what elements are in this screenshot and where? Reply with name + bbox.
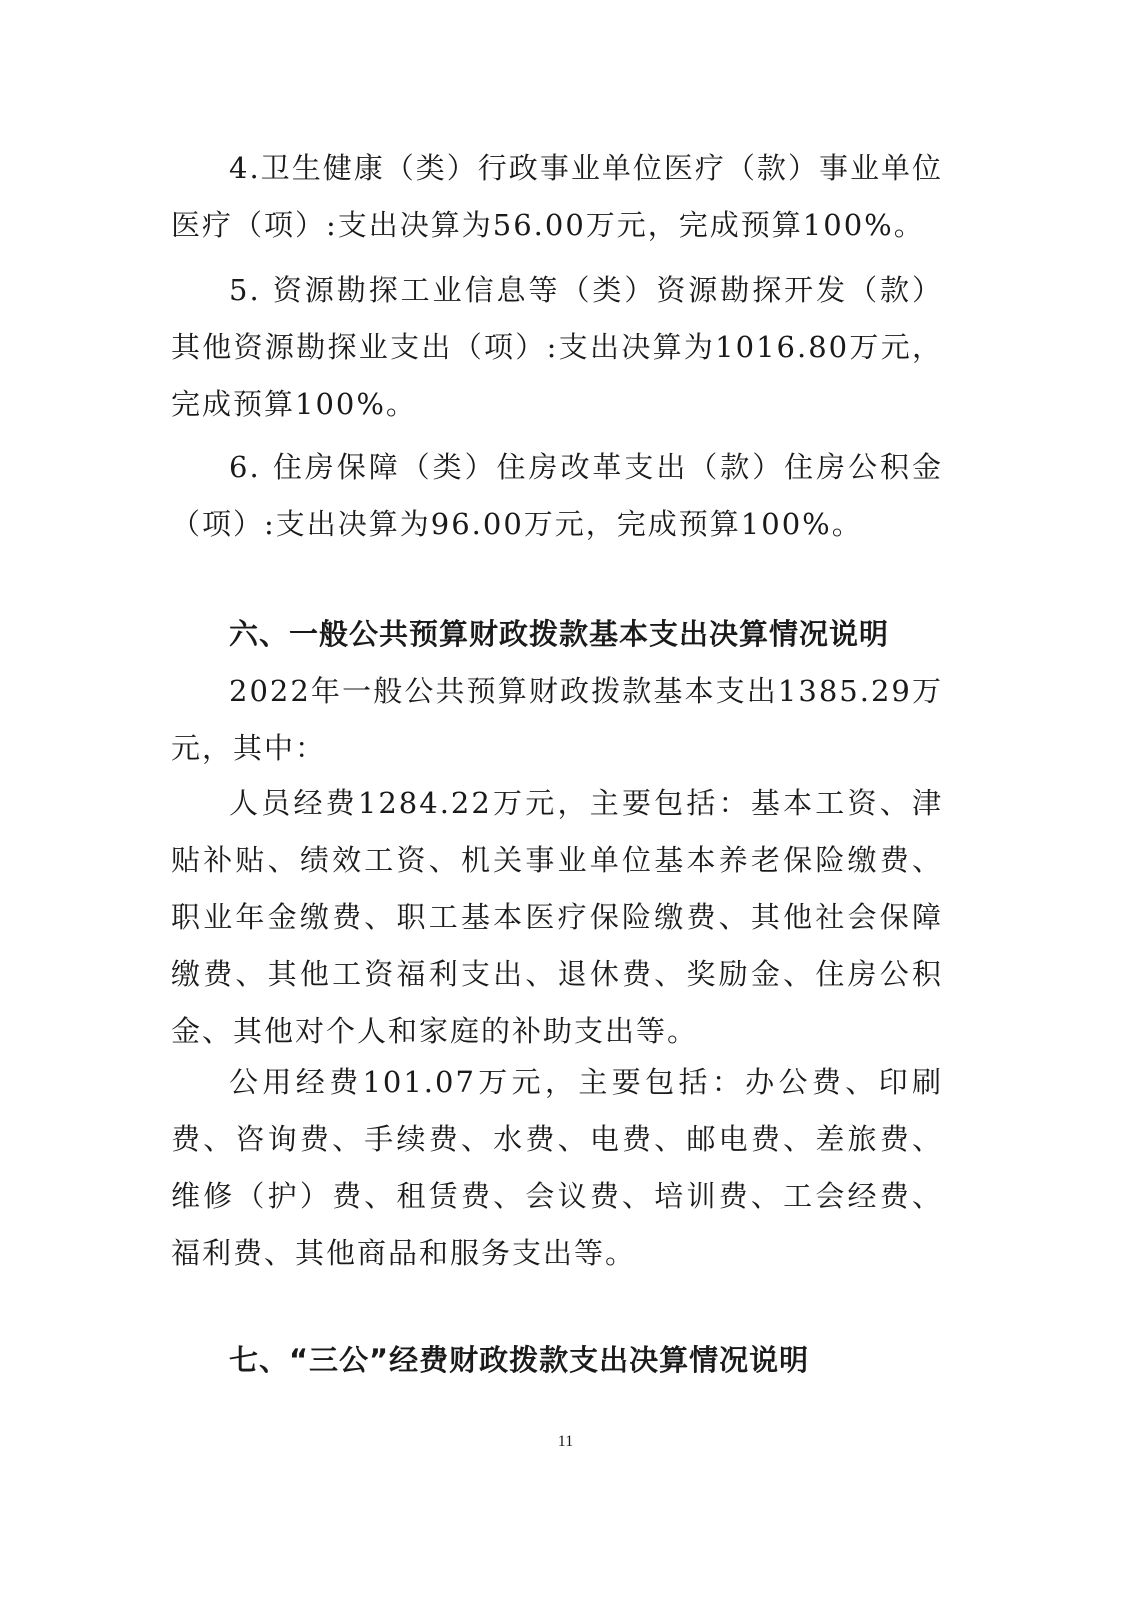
paragraph-public-expenses: 公用经费101.07万元，主要包括：办公费、印刷费、咨询费、手续费、水费、电费、邮电费、差旅费、维修（护）费、租赁费、会议费、培训费、工会经费、福利费、其他商品和服务支出等。	[171, 1065, 943, 1270]
item-housing-fund: 6. 住房保障（类）住房改革支出（款）住房公积金（项）:支出决算为96.00万元，完成预算100%。	[171, 450, 943, 541]
section-heading-three-public: 七、“三公”经费财政拨款支出决算情况说明	[229, 1343, 810, 1377]
section-heading-basic-expenditure: 六、一般公共预算财政拨款基本支出决算情况说明	[229, 617, 890, 651]
page-number: 11	[557, 1433, 574, 1450]
item-health-medical: 4.卫生健康（类）行政事业单位医疗（款）事业单位医疗（项）:支出决算为56.00万元，完成预算100%。	[171, 151, 943, 242]
item-resource-exploration: 5. 资源勘探工业信息等（类）资源勘探开发（款）其他资源勘探业支出（项）:支出决算为1016.80万元，完成预算100%。	[171, 273, 943, 421]
paragraph-basic-expenditure-intro: 2022年一般公共预算财政拨款基本支出1385.29万元，其中：	[171, 674, 943, 765]
paragraph-personnel-expenses: 人员经费1284.22万元，主要包括：基本工资、津贴补贴、绩效工资、机关事业单位基本养老保险缴费、职业年金缴费、职工基本医疗保险缴费、其他社会保障缴费、其他工资福利支出、退休费、奖励金、住房公积金、其他对个人和家庭的补助支出等。	[171, 786, 943, 1048]
